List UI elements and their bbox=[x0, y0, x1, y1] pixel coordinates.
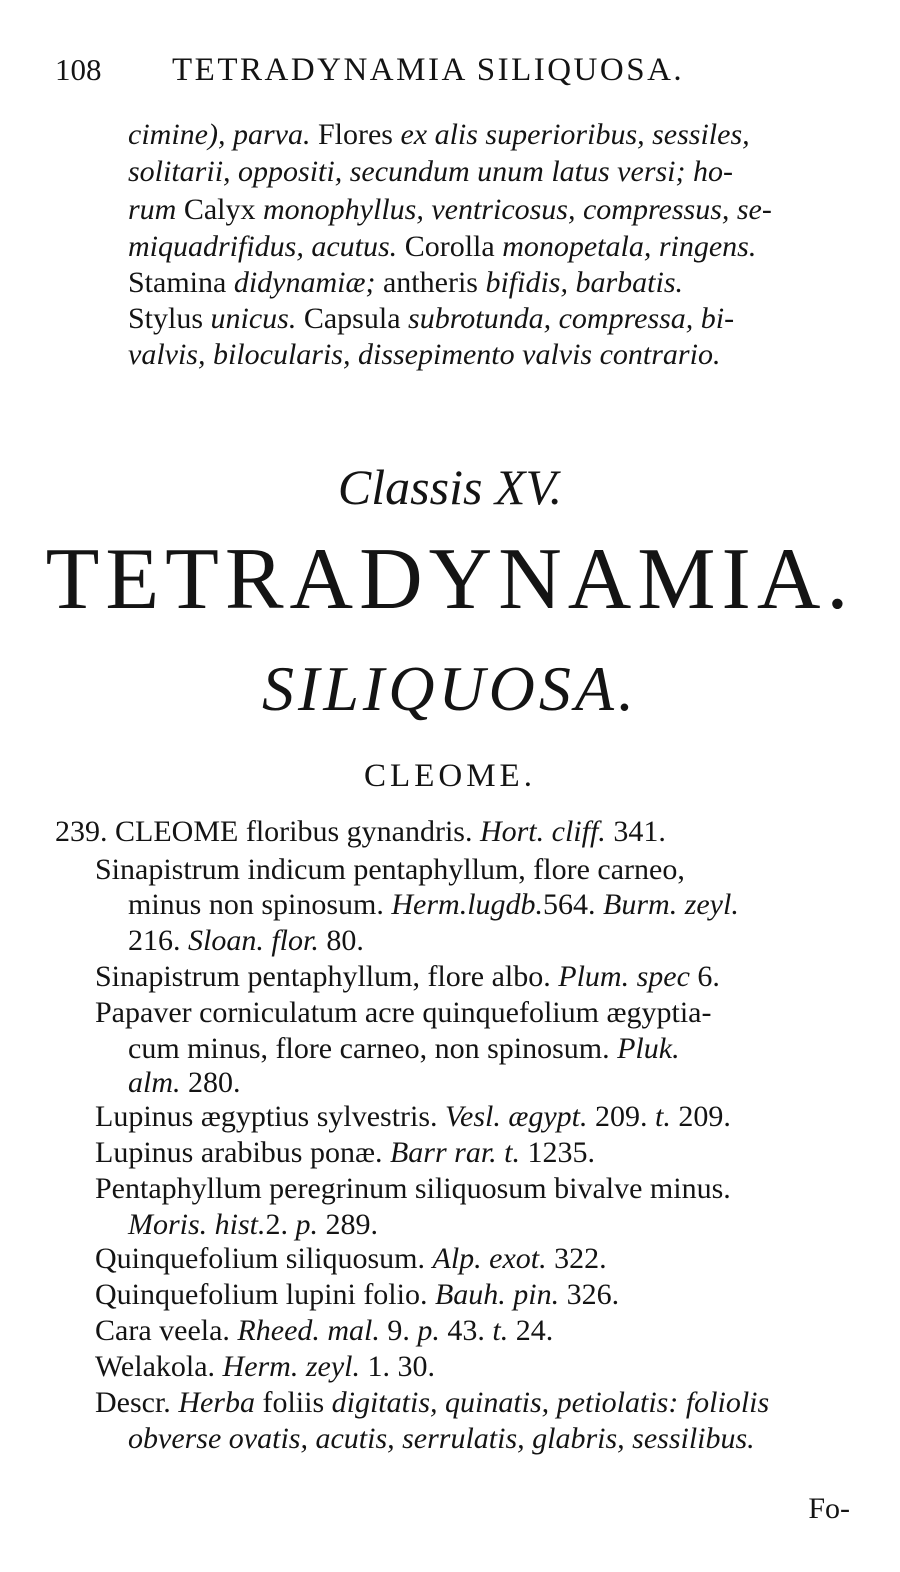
roman-text: 326. bbox=[559, 1278, 620, 1311]
roman-text: Stamina bbox=[128, 266, 234, 299]
roman-text: 43. bbox=[439, 1314, 493, 1347]
italic-text: Hort. cliff. bbox=[479, 815, 606, 848]
italic-text: Bauh. pin. bbox=[434, 1278, 560, 1311]
italic-text: digitatis, quinatis, petiolatis: foliolis bbox=[331, 1386, 770, 1419]
entry-line bbox=[128, 1032, 680, 1066]
roman-text: Calyx bbox=[176, 193, 264, 226]
roman-text: antheris bbox=[375, 266, 486, 299]
italic-text: didynamiæ; bbox=[233, 266, 376, 299]
roman-text: 341. bbox=[605, 815, 666, 848]
roman-text: 6. bbox=[689, 960, 720, 993]
italic-text: monopetala, ringens. bbox=[502, 230, 757, 263]
roman-text: Quinquefolium lupini folio. bbox=[95, 1278, 435, 1311]
italic-text: monophyllus, ventricosus, compressus, se- bbox=[263, 193, 772, 226]
roman-text: 80. bbox=[318, 924, 364, 957]
roman-text: 280. bbox=[180, 1066, 241, 1099]
roman-text: Lupinus arabibus ponæ. bbox=[95, 1136, 390, 1169]
roman-text: Corolla bbox=[397, 230, 503, 263]
italic-text: Herm. zeyl. bbox=[222, 1350, 360, 1383]
roman-text: Sinapistrum pentaphyllum, flore albo. bbox=[95, 960, 559, 993]
roman-text: Cara veela. bbox=[95, 1314, 238, 1347]
entry-line bbox=[95, 853, 685, 887]
roman-text: 564. bbox=[543, 888, 604, 921]
roman-text: Lupinus ægyptius sylvestris. bbox=[95, 1100, 446, 1133]
italic-text: ex alis superioribus, sessiles, bbox=[400, 118, 750, 151]
italic-text: p. bbox=[417, 1314, 440, 1347]
entry-line bbox=[95, 1136, 595, 1170]
italic-text: alm. bbox=[128, 1066, 181, 1099]
genus-heading: CLEOME. bbox=[364, 758, 536, 794]
entry-line bbox=[128, 1066, 241, 1100]
entry-line bbox=[95, 1100, 731, 1134]
italic-text: t. bbox=[655, 1100, 671, 1133]
italic-text: Herba bbox=[178, 1386, 255, 1419]
entry-line bbox=[95, 996, 711, 1030]
roman-text: 9. bbox=[379, 1314, 418, 1347]
class-title: TETRADYNAMIA. bbox=[45, 531, 855, 628]
continuation-line bbox=[128, 302, 734, 336]
continuation-line bbox=[128, 338, 720, 372]
italic-text: Rheed. mal. bbox=[237, 1314, 380, 1347]
entry-line bbox=[128, 1422, 755, 1456]
italic-text: p. bbox=[295, 1208, 319, 1241]
roman-text: 2. bbox=[265, 1208, 296, 1241]
entry-line bbox=[95, 1350, 435, 1384]
roman-text: Papaver corniculatum acre quinquefolium ægyptia- bbox=[95, 996, 712, 1029]
entry-line bbox=[128, 888, 739, 922]
roman-text: 1. 30. bbox=[360, 1350, 435, 1383]
roman-text: Welakola. bbox=[95, 1350, 223, 1383]
roman-text: 216. bbox=[128, 924, 188, 957]
italic-text: miquadrifidus, acutus. bbox=[128, 230, 398, 263]
roman-text: cum minus, flore carneo, non spinosum. bbox=[128, 1032, 618, 1065]
roman-text: Sinapistrum indicum pentaphyllum, flore carneo, bbox=[95, 853, 685, 886]
continuation-line bbox=[128, 118, 750, 152]
italic-text: subrotunda, compressa, bi- bbox=[408, 302, 735, 335]
italic-text: t. bbox=[492, 1314, 509, 1347]
order-title: SILIQUOSA. bbox=[262, 653, 638, 724]
roman-text: Flores bbox=[310, 118, 401, 151]
italic-text: valvis, bilocularis, dissepimento valvis contrario. bbox=[128, 338, 721, 371]
italic-text: obverse ovatis, acutis, serrulatis, glabris, sessilibus. bbox=[128, 1422, 755, 1455]
roman-text: 322. bbox=[546, 1242, 607, 1275]
roman-text: Descr. bbox=[95, 1386, 179, 1419]
roman-text: 289. bbox=[318, 1208, 379, 1241]
entry-line bbox=[95, 1172, 731, 1206]
italic-text: rum bbox=[128, 193, 177, 226]
italic-text: Moris. hist. bbox=[128, 1208, 266, 1241]
italic-text: Sloan. flor. bbox=[188, 924, 319, 957]
roman-text: Stylus bbox=[128, 302, 211, 335]
running-head bbox=[0, 52, 900, 96]
roman-text: minus non spinosum. bbox=[128, 888, 392, 921]
continuation-line bbox=[128, 193, 772, 227]
catchword: Fo- bbox=[808, 1492, 850, 1525]
entry-line bbox=[95, 1314, 553, 1348]
continuation-line bbox=[128, 230, 756, 264]
class-label: Classis XV. bbox=[337, 459, 563, 515]
italic-text: Herm.lugdb. bbox=[391, 888, 544, 921]
entry-line bbox=[128, 1208, 378, 1242]
roman-text: 24. bbox=[508, 1314, 554, 1347]
roman-text: Pentaphyllum peregrinum siliquosum bivalve minus. bbox=[95, 1172, 731, 1205]
continuation-line bbox=[128, 155, 733, 189]
italic-text: unicus. bbox=[210, 302, 297, 335]
roman-text: 209. bbox=[670, 1100, 731, 1133]
entry-line bbox=[128, 924, 364, 958]
roman-text: 209. bbox=[587, 1100, 656, 1133]
entry-line bbox=[95, 1386, 769, 1420]
entry-line bbox=[95, 1242, 607, 1276]
page-number: 108 bbox=[55, 52, 102, 87]
italic-text: Vesl. ægypt. bbox=[445, 1100, 588, 1133]
roman-text: Quinquefolium siliquosum. bbox=[95, 1242, 433, 1275]
italic-text: bifidis, barbatis. bbox=[485, 266, 683, 299]
entry-line bbox=[55, 815, 666, 849]
entry-line bbox=[95, 1278, 619, 1312]
roman-text: Capsula bbox=[296, 302, 409, 335]
roman-text: foliis bbox=[254, 1386, 332, 1419]
roman-text: 239. CLEOME floribus gynandris. bbox=[55, 815, 480, 848]
italic-text: Plum. spec bbox=[558, 960, 690, 993]
italic-text: Pluk. bbox=[617, 1032, 680, 1065]
italic-text: Burm. zeyl. bbox=[603, 888, 739, 921]
continuation-line bbox=[128, 266, 683, 300]
roman-text: 1235. bbox=[520, 1136, 596, 1169]
running-title: TETRADYNAMIA SILIQUOSA. bbox=[172, 52, 685, 88]
italic-text: cimine), parva. bbox=[128, 118, 311, 151]
italic-text: Barr rar. t. bbox=[389, 1136, 521, 1169]
italic-text: Alp. exot. bbox=[432, 1242, 547, 1275]
entry-line bbox=[95, 960, 720, 994]
italic-text: solitarii, oppositi, secundum unum latus versi; ho- bbox=[128, 155, 733, 188]
